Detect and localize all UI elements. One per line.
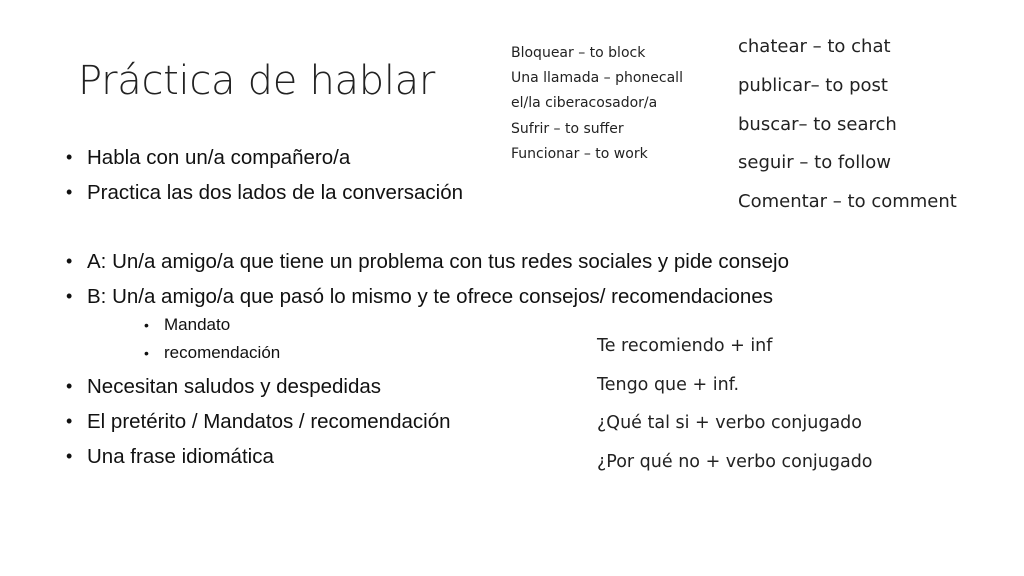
vocab-item: Funcionar – to work <box>511 145 648 162</box>
roles-list <box>62 244 789 314</box>
requirement-item: • Necesitan saludos y despedidas <box>62 369 451 404</box>
requirement-item: • Una frase idiomática <box>62 439 451 474</box>
role-item-a: • A: Un/a amigo/a que tiene un problema con tus redes sociales y pide consejo <box>62 244 789 279</box>
requirement-item: • El pretérito / Mandatos / recomendación <box>62 404 451 439</box>
phrase-item: Tengo que + inf. <box>597 374 740 395</box>
sub-item-mandato: • Mandato <box>142 311 280 339</box>
sub-item-recomendacion: • recomendación <box>142 339 280 367</box>
instruction-item: • Practica las dos lados de la conversación <box>62 175 463 210</box>
vocab-item: Sufrir – to suffer <box>511 120 624 137</box>
instruction-item: • Habla con un/a compañero/a <box>62 140 463 175</box>
requirements-list <box>62 369 451 474</box>
vocab-list-large <box>738 28 957 222</box>
vocab-list-small <box>511 41 683 167</box>
phrase-item: ¿Por qué no + verbo conjugado <box>597 451 873 472</box>
vocab-item: buscar– to search <box>738 113 897 135</box>
vocab-item: el/la ciberacosador/a <box>511 95 658 112</box>
instructions-list <box>62 140 463 210</box>
vocab-item: Una llamada – phonecall <box>511 70 683 87</box>
vocab-item: chatear – to chat <box>738 36 891 57</box>
vocab-item: Bloquear – to block <box>511 45 646 61</box>
recommendation-phrases <box>597 327 873 481</box>
vocab-item: publicar– to post <box>738 74 888 96</box>
role-item-b: • B: Un/a amigo/a que pasó lo mismo y te ofrece consejos/ recomendaciones <box>62 279 789 314</box>
phrase-item: ¿Qué tal si + verbo conjugado <box>597 413 862 433</box>
vocab-item: seguir – to follow <box>738 152 892 174</box>
vocab-item: Comentar – to comment <box>738 191 957 213</box>
slide-title: Práctica de hablar <box>78 58 436 104</box>
role-sub-list <box>142 311 280 367</box>
phrase-item: Te recomiendo + inf <box>597 336 773 356</box>
